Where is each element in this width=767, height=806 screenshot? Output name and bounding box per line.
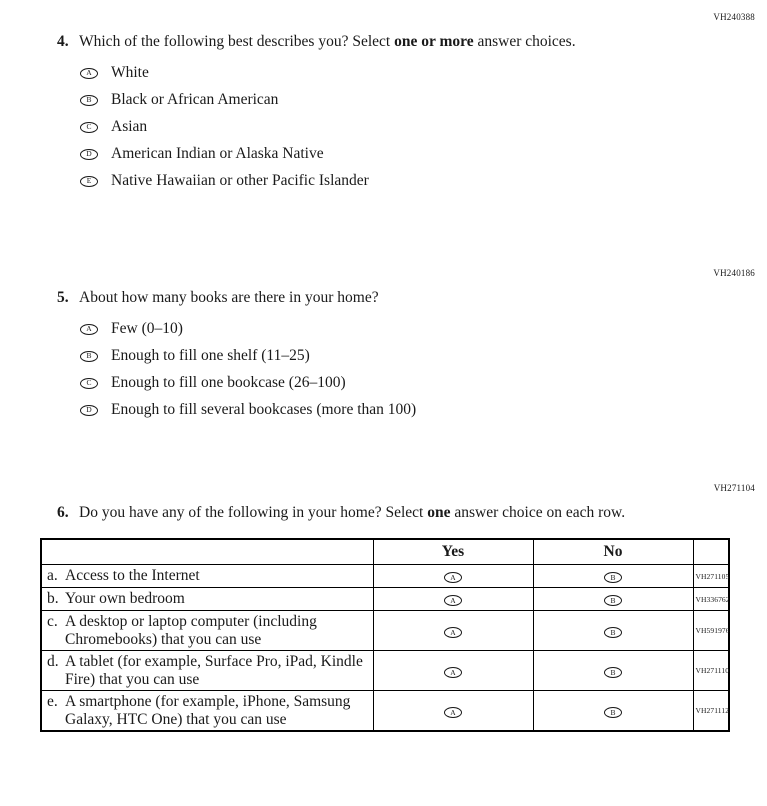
row-label <box>47 567 369 585</box>
question-4-text-prefix: Which of the following best describes you? Select <box>79 33 395 50</box>
no-cell <box>533 691 693 732</box>
answer-bubble-c[interactable]: C <box>80 122 98 133</box>
question-6-header <box>57 502 755 524</box>
row-letter: d. <box>47 653 59 670</box>
question-5-number: 5. <box>57 289 69 306</box>
question-6-text <box>79 502 625 524</box>
yes-cell <box>373 651 533 691</box>
option-label: American Indian or Alaska Native <box>111 145 324 162</box>
option-asian <box>80 118 755 136</box>
row-label <box>47 590 369 608</box>
header-yes: Yes <box>373 539 533 565</box>
table-row-smartphone <box>41 691 729 732</box>
yes-cell <box>373 565 533 588</box>
row-label <box>47 693 369 728</box>
yes-bubble[interactable]: A <box>444 707 462 718</box>
row-label-cell <box>41 611 373 651</box>
row-text: Access to the Internet <box>65 567 200 585</box>
yes-cell <box>373 691 533 732</box>
question-5-options <box>80 320 755 419</box>
answer-bubble-d[interactable]: D <box>80 149 98 160</box>
no-bubble[interactable]: B <box>604 595 622 606</box>
row-text: Your own bedroom <box>65 590 185 608</box>
option-label: Enough to fill one bookcase (26–100) <box>111 374 346 391</box>
question-4-header <box>57 31 755 53</box>
question-5-header <box>57 287 755 309</box>
yes-cell <box>373 611 533 651</box>
yes-bubble[interactable]: A <box>444 572 462 583</box>
no-bubble[interactable]: B <box>604 667 622 678</box>
table-row-internet <box>41 565 729 588</box>
option-white <box>80 64 755 82</box>
option-label: Asian <box>111 118 148 135</box>
answer-bubble-d[interactable]: D <box>80 405 98 416</box>
option-label: Native Hawaiian or other Pacific Islander <box>111 172 369 189</box>
row-letter: c. <box>47 613 58 630</box>
question-4-text-bold: one or more <box>394 33 474 50</box>
row-label-cell <box>41 651 373 691</box>
question-6-text-bold: one <box>427 504 451 521</box>
option-label: Few (0–10) <box>111 320 183 337</box>
row-label <box>47 613 369 648</box>
no-bubble[interactable]: B <box>604 627 622 638</box>
answer-bubble-b[interactable]: B <box>80 351 98 362</box>
question-4-text <box>79 31 576 53</box>
option-few-books <box>80 320 755 338</box>
row-accession-code: VH336762 <box>693 588 729 611</box>
answer-bubble-c[interactable]: C <box>80 378 98 389</box>
table-row-tablet <box>41 651 729 691</box>
option-label: Enough to fill several bookcases (more than 100) <box>111 401 417 418</box>
row-label <box>47 653 369 688</box>
question-4-text-suffix: answer choices. <box>473 33 576 50</box>
answer-bubble-b[interactable]: B <box>80 95 98 106</box>
question-5-text-prefix: About how many books are there in your home? <box>79 289 379 306</box>
row-accession-code: VH271105 <box>693 565 729 588</box>
header-code-cell <box>693 539 729 565</box>
row-letter: b. <box>47 590 59 608</box>
row-letter: a. <box>47 567 58 585</box>
question-5-accession-code: VH240186 <box>713 268 755 278</box>
row-label-cell <box>41 565 373 588</box>
question-6-text-prefix: Do you have any of the following in your home? Select <box>79 504 428 521</box>
row-text: A desktop or laptop computer (including Chromebooks) that you can use <box>65 613 317 648</box>
answer-bubble-a[interactable]: A <box>80 68 98 79</box>
yes-cell <box>373 588 533 611</box>
row-label-cell <box>41 691 373 732</box>
question-6-accession-code: VH271104 <box>713 483 755 493</box>
answer-bubble-e[interactable]: E <box>80 176 98 187</box>
table-row-bedroom <box>41 588 729 611</box>
row-accession-code: VH271112 <box>693 691 729 732</box>
question-5 <box>40 268 755 419</box>
question-6-text-suffix: answer choice on each row. <box>450 504 626 521</box>
no-bubble[interactable]: B <box>604 572 622 583</box>
option-label: White <box>111 64 149 81</box>
row-letter: e. <box>47 693 58 710</box>
option-several-bookcases <box>80 401 755 419</box>
row-label-cell <box>41 588 373 611</box>
question-4-accession-code: VH240388 <box>713 12 755 22</box>
yes-bubble[interactable]: A <box>444 627 462 638</box>
yes-bubble[interactable]: A <box>444 667 462 678</box>
option-native-hawaiian-or-pacific-islander <box>80 172 755 190</box>
table-row-computer <box>41 611 729 651</box>
no-cell <box>533 651 693 691</box>
option-american-indian-or-alaska-native <box>80 145 755 163</box>
table-header-row <box>41 539 729 565</box>
option-one-bookcase <box>80 374 755 392</box>
no-cell <box>533 565 693 588</box>
question-4 <box>40 12 755 190</box>
question-4-number: 4. <box>57 33 69 50</box>
header-no: No <box>533 539 693 565</box>
row-accession-code: VH591976 <box>693 611 729 651</box>
no-cell <box>533 611 693 651</box>
option-label: Enough to fill one shelf (11–25) <box>111 347 310 364</box>
question-4-options <box>80 64 755 190</box>
header-blank-cell <box>41 539 373 565</box>
row-accession-code: VH271110 <box>693 651 729 691</box>
option-black-or-african-american <box>80 91 755 109</box>
question-6-number: 6. <box>57 504 69 521</box>
option-label: Black or African American <box>111 91 279 108</box>
no-cell <box>533 588 693 611</box>
yes-bubble[interactable]: A <box>444 595 462 606</box>
question-5-text <box>79 287 379 309</box>
no-bubble[interactable]: B <box>604 707 622 718</box>
row-text: A tablet (for example, Surface Pro, iPad, Kindle Fire) that you can use <box>65 653 363 688</box>
question-6 <box>40 483 755 732</box>
answer-bubble-a[interactable]: A <box>80 324 98 335</box>
option-one-shelf <box>80 347 755 365</box>
row-text: A smartphone (for example, iPhone, Samsung Galaxy, HTC One) that you can use <box>65 693 351 728</box>
question-6-table <box>40 538 730 732</box>
